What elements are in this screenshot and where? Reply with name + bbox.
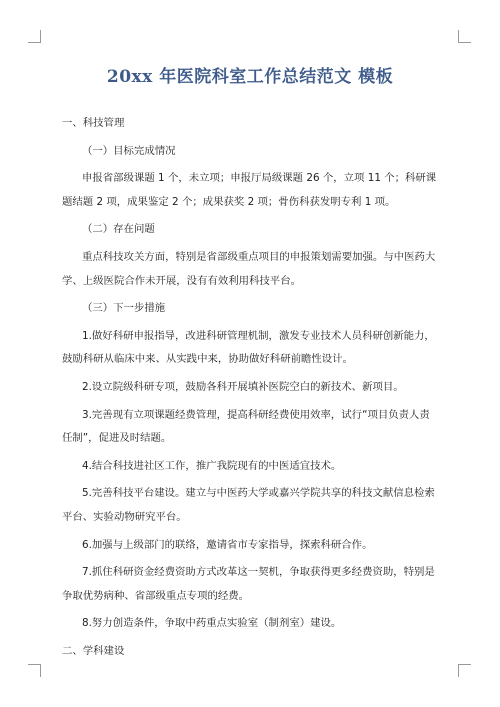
document-body [62,112,440,663]
crop-mark-bottom-right [458,664,471,677]
document-title: 20xx 年医院科室工作总结范文 模板 [106,67,394,87]
section-heading: 二、学科建设 [62,644,125,657]
list-item: 7.抓住科研资金经费资助方式改革这一契机，争取获得更多经费资助，特别是争取优势病种、省部级重点专项的经费。 [62,566,435,602]
list-item: 6.加强与上级部门的联络，邀请省市专家指导，探索科研合作。 [82,538,373,551]
crop-mark-top-right [458,30,471,43]
body-paragraph: 重点科技攻关方面，特别是省部级重点项目的申报策划需要加强。与中医药大学、上级医院合作未开展，没有有效利用科技平台。 [62,250,436,287]
list-item: 1.做好科研申报指导，改进科研管理机制，激发专业技术人员科研创新能力，鼓励科研从临床中来、从实践中来，协助做好科研前瞻性设计。 [62,329,435,366]
list-item: 8.努力创造条件，争取中药重点实验室（制剂室）建设。 [82,617,342,630]
crop-mark-top-left [28,30,41,43]
subsection-heading: （三）下一步措施 [82,302,166,315]
crop-mark-bottom-left [28,664,41,677]
list-item: 5.完善科技平台建设。建立与中医药大学或嘉兴学院共享的科技文献信息检索平台、实验动物研究平台。 [62,487,435,523]
section-heading: 一、科技管理 [62,117,125,129]
list-item: 2.设立院级科研专项，鼓励各科开展填补医院空白的新技术、新项目。 [82,380,404,393]
list-item: 3.完善现有立项课题经费管理，提高科研经费使用效率，试行“项目负责人责任制”，促进及时结题。 [62,408,430,445]
subsection-heading: （一）目标完成情况 [82,144,176,157]
body-paragraph: 申报省部级课题 1 个，未立项；申报厅局级课题 26 个，立项 11 个；科研课题结题 2 项，成果鉴定 2 个；成果获奖 2 项；骨伤科获发明专利 1 项。 [62,172,437,208]
list-item: 4.结合科技进社区工作，推广我院现有的中医适宜技术。 [82,459,342,472]
subsection-heading: （二）存在问题 [82,223,155,236]
